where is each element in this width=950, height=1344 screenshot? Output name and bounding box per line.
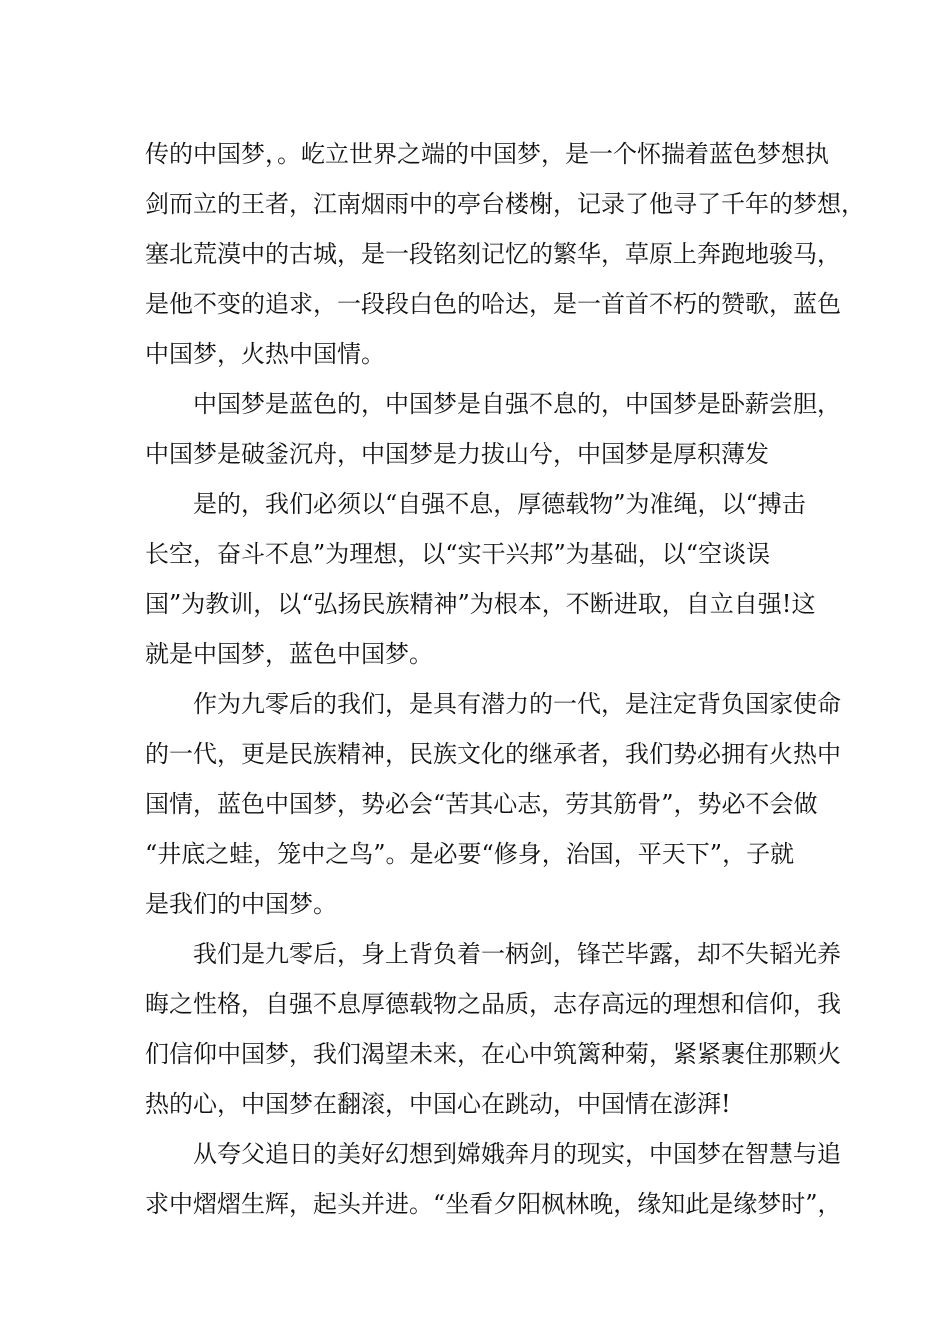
- text-line: “井底之蛙，笼中之鸟”。是必要“修身，治国，平天下”，子就: [145, 840, 795, 868]
- text-line: 国情，蓝色中国梦，势必会“苦其心志，劳其筋骨”，势必不会做: [145, 790, 818, 818]
- paragraph-first-line: 从夸父追日的美好幻想到嫦娥奔月的现实，中国梦在智慧与追: [193, 1140, 841, 1168]
- text-line: 的一代，更是民族精神，民族文化的继承者，我们势必拥有火热中: [145, 740, 841, 768]
- text-line: 是他不变的追求，一段段白色的哈达，是一首首不朽的赞歌，蓝色: [145, 290, 841, 318]
- text-line: 中国梦是破釜沉舟，中国梦是力拔山兮，中国梦是厚积薄发: [145, 440, 769, 468]
- text-line: 国”为教训，以“弘扬民族精神”为根本，不断进取，自立自强!这: [145, 590, 816, 618]
- paragraph-first-line: 中国梦是蓝色的，中国梦是自强不息的，中国梦是卧薪尝胆，: [193, 390, 841, 418]
- text-line: 剑而立的王者，江南烟雨中的亭台楼榭，记录了他寻了千年的梦想，: [145, 190, 865, 218]
- text-line: 求中熠熠生辉，起头并进。“坐看夕阳枫林晚，缘知此是缘梦时”，: [145, 1190, 842, 1218]
- text-line: 晦之性格，自强不息厚德载物之品质，志存高远的理想和信仰，我: [145, 990, 841, 1018]
- text-line: 们信仰中国梦，我们渴望未来，在心中筑篱种菊，紧紧裹住那颗火: [145, 1040, 841, 1068]
- paragraph-first-line: 作为九零后的我们，是具有潜力的一代，是注定背负国家使命: [193, 690, 841, 718]
- text-line: 是我们的中国梦。: [145, 890, 337, 918]
- paragraph-first-line: 我们是九零后，身上背负着一柄剑，锋芒毕露，却不失韬光养: [193, 940, 841, 968]
- text-line: 中国梦，火热中国情。: [145, 340, 385, 368]
- text-line: 长空，奋斗不息”为理想，以“实干兴邦”为基础，以“空谈误: [145, 540, 771, 568]
- text-line: 传的中国梦，。屹立世界之端的中国梦，是一个怀揣着蓝色梦想执: [145, 140, 829, 168]
- text-line: 塞北荒漠中的古城，是一段铭刻记忆的繁华，草原上奔跑地骏马，: [145, 240, 841, 268]
- text-line: 热的心，中国梦在翻滚，中国心在跳动，中国情在澎湃!: [145, 1090, 731, 1118]
- text-line: 就是中国梦，蓝色中国梦。: [145, 640, 433, 668]
- paragraph-first-line: 是的，我们必须以“自强不息，厚德载物”为准绳，以“搏击: [193, 490, 806, 518]
